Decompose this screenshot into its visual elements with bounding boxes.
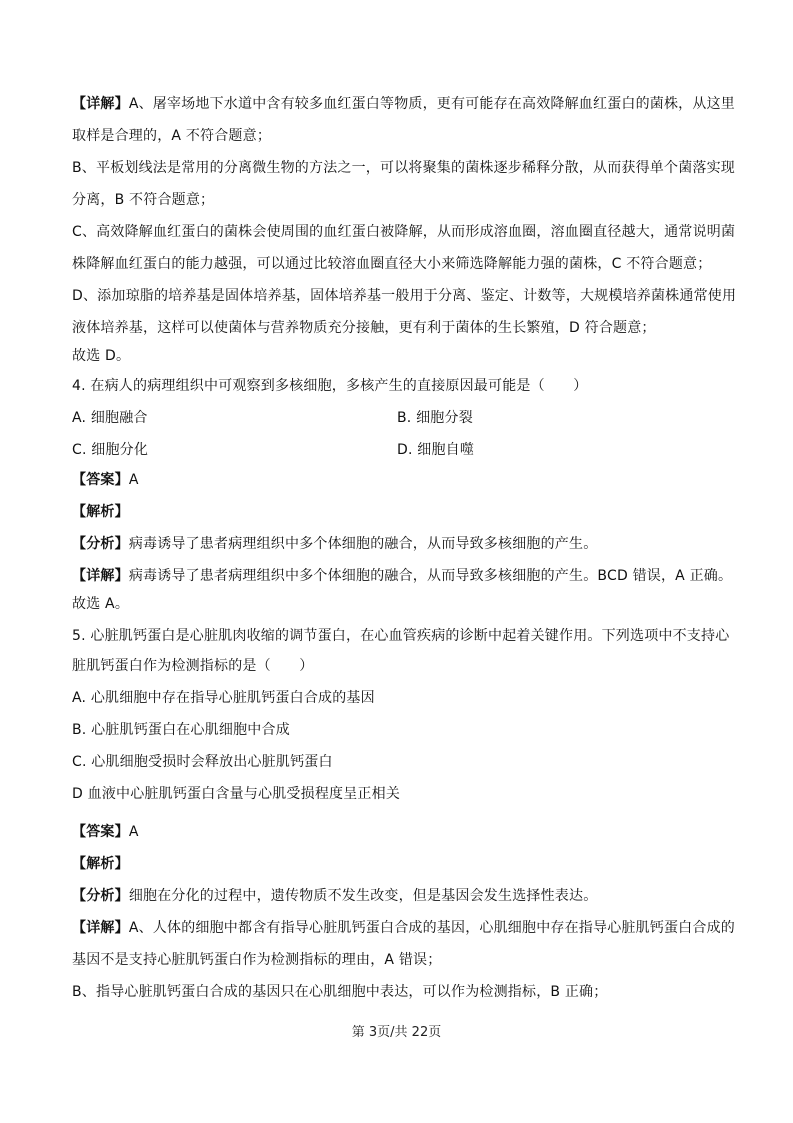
q4-option-b: B. 细胞分裂	[397, 410, 473, 426]
q4-option-a: A. 细胞融合	[72, 410, 148, 426]
q3-explain-line-5: C、高效降解血红蛋白的菌株会使周围的血红蛋白被降解，从而形成溶血圈，溶血圈直径越大，通常说明菌	[72, 224, 736, 240]
q3-explain-line-8: 液体培养基，这样可以使菌体与营养物质充分接触，更有利于菌体的生长繁殖，D 符合题意；	[72, 320, 656, 336]
q4-stem: 4. 在病人的病理组织中可观察到多核细胞，多核产生的直接原因最可能是（ ）	[72, 378, 588, 394]
q5-xiangjie-line-1: 【详解】A、人体的细胞中都含有指导心脏肌钙蛋白合成的基因，心肌细胞中存在指导心脏肌钙蛋白合成的	[72, 920, 735, 936]
q5-fenxi: 【分析】细胞在分化的过程中，遗传物质不发生改变，但是基因会发生选择性表达。	[72, 888, 598, 904]
q4-conclusion: 故选 A。	[72, 596, 130, 612]
q5-stem-line-2: 脏肌钙蛋白作为检测指标的是（ ）	[72, 658, 314, 674]
q5-analysis-heading: 【解析】	[72, 856, 129, 872]
q4-option-d: D. 细胞自噬	[397, 442, 475, 458]
q5-xiangjie-line-3: B、指导心脏肌钙蛋白合成的基因只在心肌细胞中表达，可以作为检测指标，B 正确；	[72, 984, 608, 1000]
q3-explain-line-1: 【详解】A、屠宰场地下水道中含有较多血红蛋白等物质，更有可能存在高效降解血红蛋白的菌株，从这里	[72, 96, 735, 112]
q5-stem-line-1: 5. 心脏肌钙蛋白是心脏肌肉收缩的调节蛋白，在心血管疾病的诊断中起着关键作用。下列选项中不支持心	[72, 628, 730, 644]
q4-xiangjie: 【详解】病毒诱导了患者病理组织中多个体细胞的融合，从而导致多核细胞的产生。BCD 错误，A 正确。	[72, 568, 733, 584]
q5-option-b: B. 心脏肌钙蛋白在心肌细胞中合成	[72, 722, 290, 738]
detail-tag: 【详解】	[72, 96, 129, 112]
q5-option-c: C. 心肌细胞受损时会释放出心脏肌钙蛋白	[72, 754, 333, 770]
page-number-footer: 第 3页/共 22页	[351, 1025, 442, 1040]
q3-explain-line-6: 株降解血红蛋白的能力越强，可以通过比较溶血圈直径大小来筛选降解能力强的菌株，C 不符合题意；	[72, 256, 712, 272]
q4-option-c: C. 细胞分化	[72, 442, 149, 458]
q4-answer: 【答案】A	[72, 472, 139, 488]
q3-explain-line-4: 分离，B 不符合题意；	[72, 192, 215, 208]
q4-fenxi: 【分析】病毒诱导了患者病理组织中多个体细胞的融合，从而导致多核细胞的产生。	[72, 536, 598, 552]
q5-option-a: A. 心肌细胞中存在指导心脏肌钙蛋白合成的基因	[72, 690, 375, 706]
q5-option-d: D 血液中心脏肌钙蛋白含量与心肌受损程度呈正相关	[72, 786, 401, 802]
q5-answer: 【答案】A	[72, 824, 139, 840]
q3-explain-line-7: D、添加琼脂的培养基是固体培养基，固体培养基一般用于分离、鉴定、计数等，大规模培养菌株通常使用	[72, 288, 737, 304]
q5-xiangjie-line-2: 基因不是支持心脏肌钙蛋白作为检测指标的理由，A 错误；	[72, 952, 442, 968]
q3-explain-line-2: 取样是合理的，A 不符合题意；	[72, 128, 272, 144]
q4-analysis-heading: 【解析】	[72, 504, 129, 520]
q3-explain-line-3: B、平板划线法是常用的分离微生物的方法之一，可以将聚集的菌株逐步稀释分散，从而获得单个菌落实现	[72, 160, 736, 176]
q3-conclusion: 故选 D。	[72, 348, 131, 364]
